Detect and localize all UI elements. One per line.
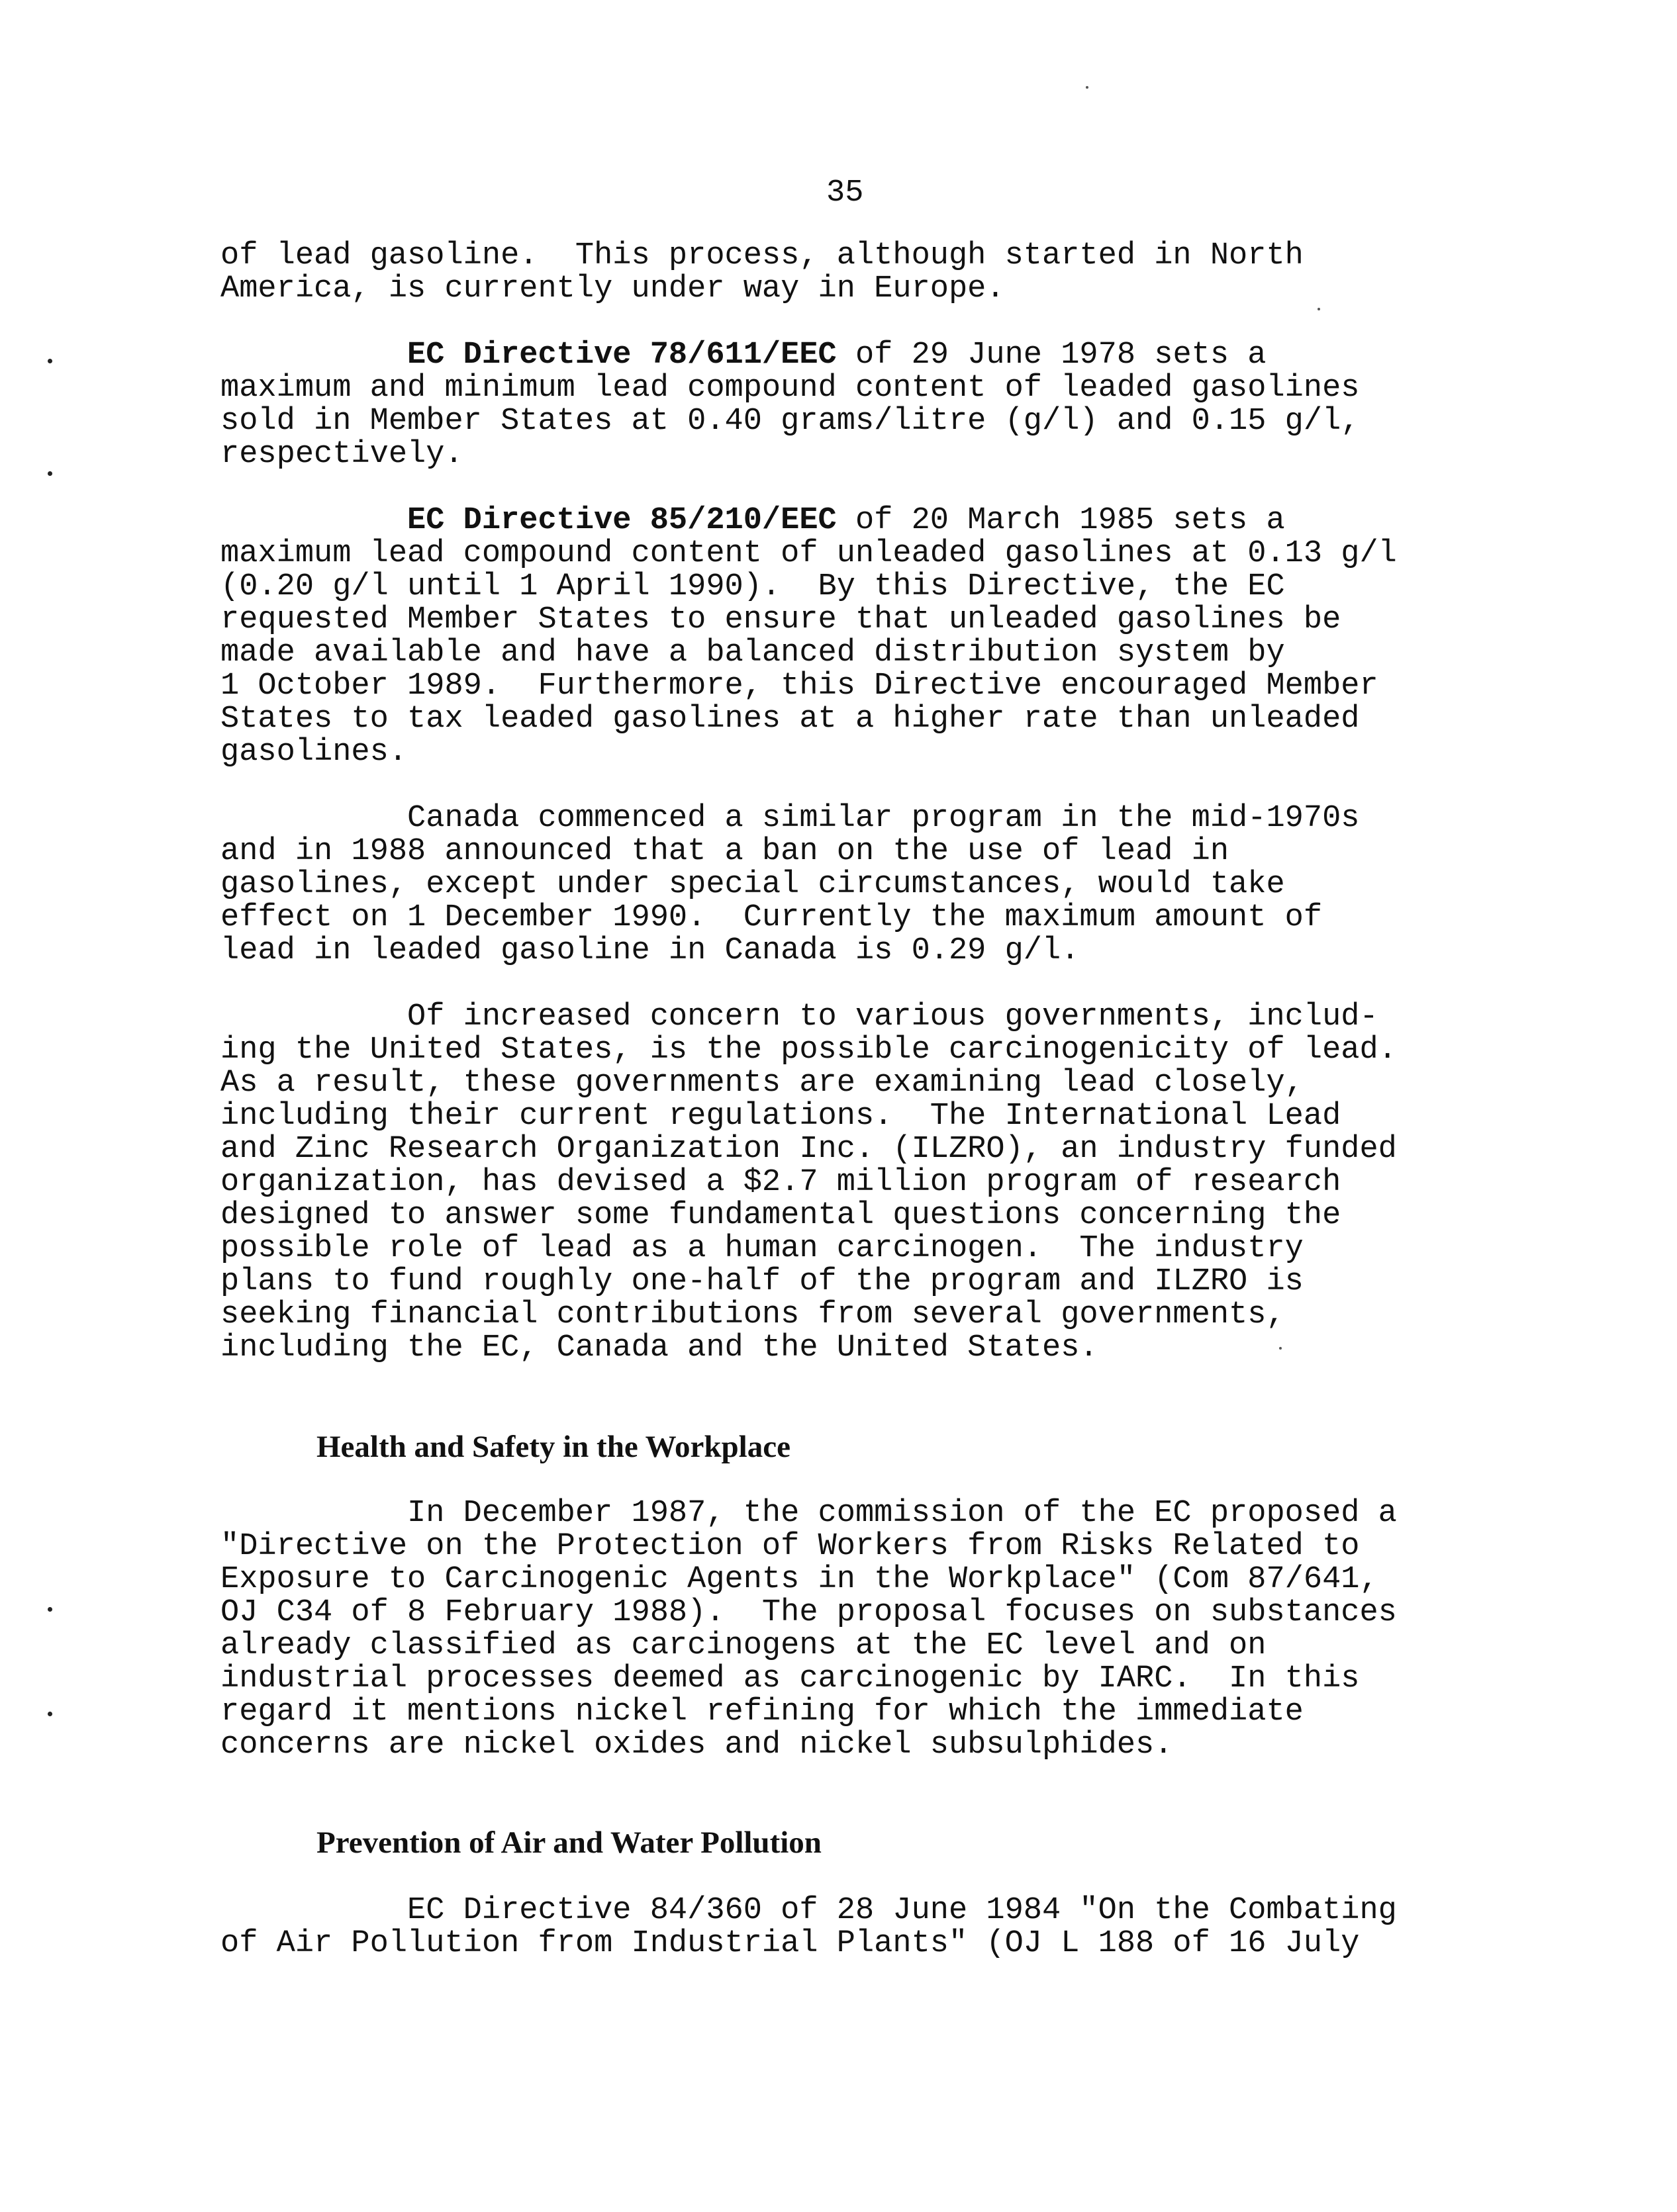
directive-85-title: EC Directive 85/210/EEC	[407, 503, 837, 538]
text-line: designed to answer some fundamental questions concerning the	[220, 1198, 1341, 1233]
directive-85-paragraph	[220, 504, 1518, 769]
text-line: Exposure to Carcinogenic Agents in the Workplace" (Com 87/641,	[220, 1562, 1378, 1597]
text-line: "Directive on the Protection of Workers from Risks Related to	[220, 1529, 1360, 1564]
text-line: Canada commenced a similar program in the mid-1970s	[220, 801, 1360, 836]
text-line: EC Directive 84/360 of 28 June 1984 "On the Combating	[220, 1893, 1397, 1928]
text-line: regard it mentions nickel refining for which the immediate	[220, 1694, 1304, 1729]
text-line: As a result, these governments are examining lead closely,	[220, 1066, 1304, 1101]
text-line: maximum lead compound content of unleaded gasolines at 0.13 g/l	[220, 536, 1397, 571]
text-line: of Air Pollution from Industrial Plants" (OJ L 188 of 16 July	[220, 1926, 1360, 1961]
text-line	[220, 339, 1518, 372]
text-line: 1 October 1989. Furthermore, this Directive encouraged Member	[220, 668, 1378, 704]
margin-mark	[1086, 86, 1088, 89]
text-line: gasolines, except under special circumstances, would take	[220, 867, 1285, 902]
margin-mark	[48, 1712, 52, 1716]
margin-mark	[1279, 1347, 1282, 1350]
health-paragraph	[220, 1497, 1518, 1762]
text-line: (0.20 g/l until 1 April 1990). By this Directive, the EC	[220, 569, 1285, 604]
text-line: In December 1987, the commission of the EC proposed a	[220, 1496, 1397, 1531]
text-line: concerns are nickel oxides and nickel subsulphides.	[220, 1728, 1173, 1763]
page-number: 35	[826, 175, 864, 210]
text-line: organization, has devised a $2.7 million program of research	[220, 1165, 1341, 1200]
directive-78-paragraph	[220, 339, 1518, 471]
text-line: possible role of lead as a human carcinogen. The industry	[220, 1231, 1304, 1266]
text-line: including their current regulations. The International Lead	[220, 1099, 1341, 1134]
text-line	[220, 504, 1518, 537]
text-line: OJ C34 of 8 February 1988). The proposal focuses on substances	[220, 1595, 1397, 1630]
text-line: respectively.	[220, 437, 463, 472]
text-line: industrial processes deemed as carcinogenic by IARC. In this	[220, 1661, 1360, 1696]
text-line: Of increased concern to various governments, includ-	[220, 999, 1378, 1035]
text-line: States to tax leaded gasolines at a higher rate than unleaded	[220, 702, 1360, 737]
prevention-paragraph	[220, 1894, 1518, 1960]
directive-78-title: EC Directive 78/611/EEC	[407, 338, 837, 373]
text-line: made available and have a balanced distribution system by	[220, 635, 1285, 670]
section-heading-prevention: Prevention of Air and Water Pollution	[316, 1825, 822, 1860]
concern-paragraph	[220, 1001, 1518, 1365]
text-line: and Zinc Research Organization Inc. (ILZRO), an industry funded	[220, 1132, 1397, 1167]
indent	[220, 338, 407, 373]
text-line: and in 1988 announced that a ban on the use of lead in	[220, 834, 1229, 869]
margin-mark	[48, 471, 52, 476]
intro-paragraph	[220, 240, 1518, 306]
text-line: maximum and minimum lead compound content of leaded gasolines	[220, 371, 1360, 406]
text-line: gasolines.	[220, 735, 408, 770]
text-line: already classified as carcinogens at the EC level and on	[220, 1628, 1267, 1663]
canada-paragraph	[220, 802, 1518, 968]
text-line: sold in Member States at 0.40 grams/litre (g/l) and 0.15 g/l,	[220, 404, 1360, 439]
text-line: requested Member States to ensure that unleaded gasolines be	[220, 602, 1341, 637]
text-line: effect on 1 December 1990. Currently the maximum amount of	[220, 900, 1323, 935]
text-line: seeking financial contributions from several governments,	[220, 1297, 1285, 1332]
text-line: America, is currently under way in Europe.	[220, 271, 1005, 306]
section-heading-health-safety: Health and Safety in the Workplace	[316, 1430, 791, 1464]
text-run: of 29 June 1978 sets a	[836, 338, 1267, 373]
text-run: of 20 March 1985 sets a	[836, 503, 1285, 538]
text-line: ing the United States, is the possible carcinogenicity of lead.	[220, 1033, 1397, 1068]
indent	[220, 503, 407, 538]
margin-mark	[1318, 308, 1320, 310]
text-line: of lead gasoline. This process, although started in North	[220, 238, 1304, 273]
text-line: including the EC, Canada and the United States.	[220, 1330, 1098, 1365]
margin-mark	[48, 1607, 52, 1612]
text-line: plans to fund roughly one-half of the program and ILZRO is	[220, 1264, 1304, 1299]
margin-mark	[48, 359, 52, 363]
text-line: lead in leaded gasoline in Canada is 0.29 g/l.	[220, 933, 1080, 968]
